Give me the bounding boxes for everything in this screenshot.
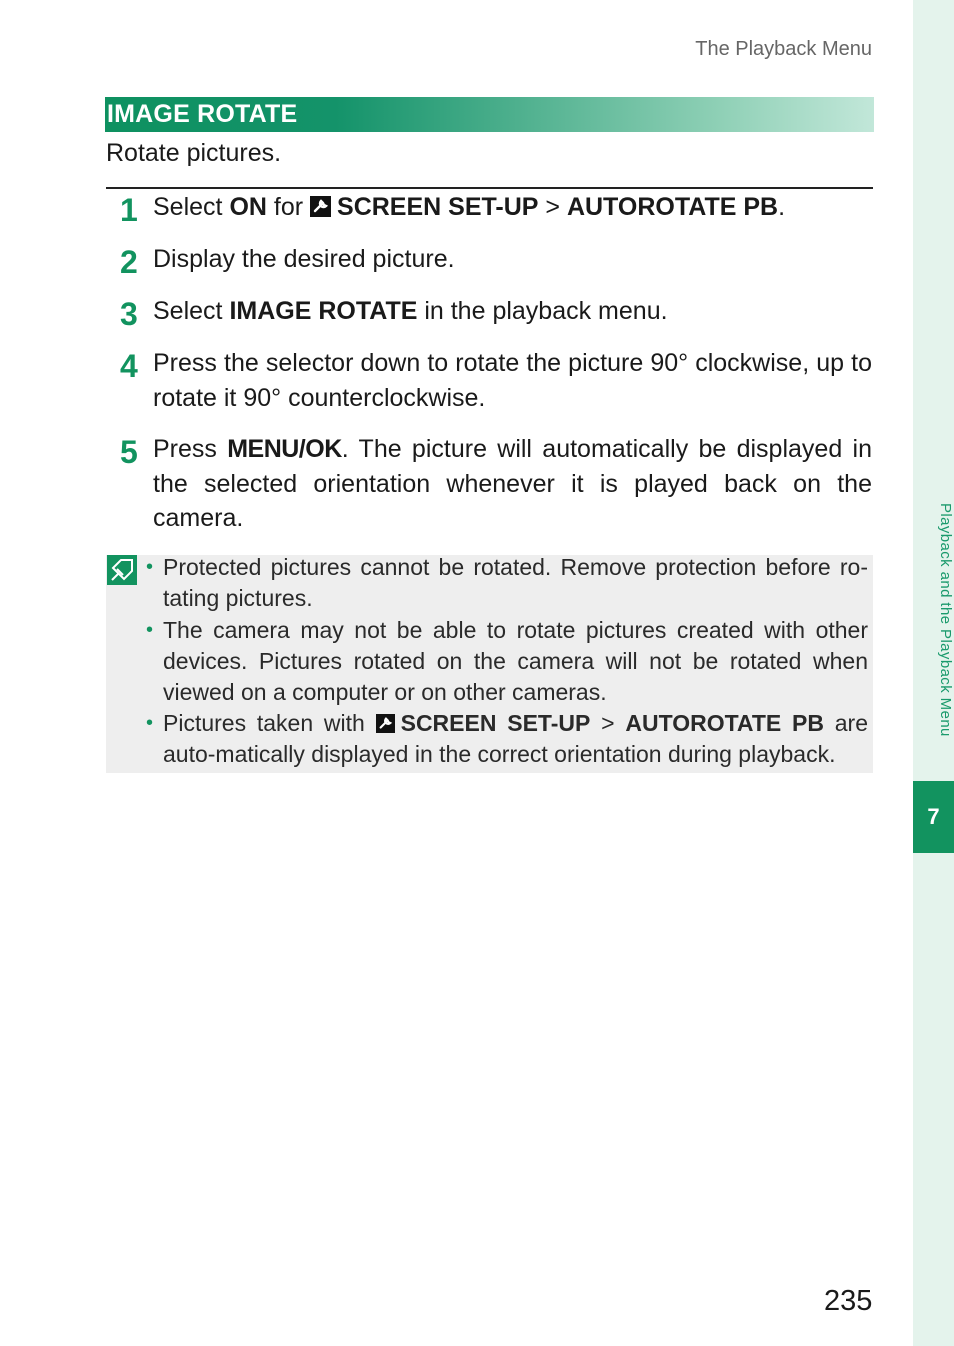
text-run: > bbox=[538, 193, 567, 221]
menu-screen-setup: SCREEN SET-UP bbox=[337, 193, 539, 221]
text-run: . bbox=[778, 193, 786, 221]
text-run: for bbox=[266, 193, 311, 221]
text-run: Pictures taken with bbox=[163, 710, 376, 736]
bullet: • bbox=[146, 556, 154, 578]
menu-autorotate-pb: AUTOROTATE PB bbox=[625, 710, 824, 736]
note-text: Protected pictures cannot be rotated. Remove protection before ro-tating pictures. bbox=[163, 554, 868, 611]
bullet: • bbox=[146, 619, 154, 641]
divider bbox=[106, 187, 873, 189]
chapter-label: Playback and the Playback Menu bbox=[937, 503, 954, 737]
menu-screen-setup: SCREEN SET-UP bbox=[400, 710, 591, 736]
note-text bbox=[163, 708, 868, 770]
text-run: Select bbox=[153, 297, 230, 325]
running-header: The Playback Menu bbox=[695, 38, 872, 60]
step-number: 3 bbox=[120, 296, 137, 332]
step-text bbox=[153, 432, 872, 536]
text-run: > bbox=[590, 710, 626, 736]
note-text: The camera may not be able to rotate pictures created with other devices. Pictures rotated on the camera will not be rotated when viewed on a computer or on other cameras. bbox=[163, 617, 868, 705]
step-text bbox=[153, 294, 872, 329]
step-number: 2 bbox=[120, 244, 137, 280]
text-run: Select bbox=[153, 193, 230, 221]
section-bar bbox=[105, 97, 874, 132]
wrench-icon bbox=[376, 714, 395, 733]
note-box bbox=[106, 555, 873, 773]
wrench-icon bbox=[310, 196, 331, 217]
note-item bbox=[146, 615, 868, 708]
text-run: in the playback menu. bbox=[417, 297, 668, 325]
menu-image-rotate: IMAGE ROTATE bbox=[229, 297, 418, 325]
page-number: 235 bbox=[824, 1285, 873, 1317]
text-run: are auto-matically displayed in the correct orientation during playback. bbox=[163, 710, 868, 767]
step-text: Press the selector down to rotate the picture 90° clockwise, up to rotate it 90° counterclockwise. bbox=[153, 349, 872, 412]
step-text: Display the desired picture. bbox=[153, 245, 455, 273]
menu-autorotate-pb: AUTOROTATE PB bbox=[566, 193, 779, 221]
chapter-tab[interactable] bbox=[913, 781, 954, 853]
step-text bbox=[153, 190, 872, 225]
step-number: 5 bbox=[120, 434, 137, 470]
step-number: 4 bbox=[120, 348, 137, 384]
text-run: Press bbox=[153, 435, 228, 463]
note-item bbox=[146, 552, 868, 614]
section-intro: Rotate pictures. bbox=[106, 139, 282, 167]
section-title: IMAGE ROTATE bbox=[107, 100, 298, 128]
step-number: 1 bbox=[120, 192, 137, 228]
chapter-number: 7 bbox=[927, 804, 940, 829]
text-run: . The picture will automatically be displayed in the selected orientation whenever it is played back on the camera. bbox=[153, 435, 872, 532]
option-on: ON bbox=[229, 193, 267, 221]
note-icon bbox=[107, 555, 137, 585]
note-item bbox=[146, 708, 868, 770]
bullet: • bbox=[146, 712, 154, 734]
menu-ok-button-label: MENU/OK bbox=[227, 435, 342, 463]
